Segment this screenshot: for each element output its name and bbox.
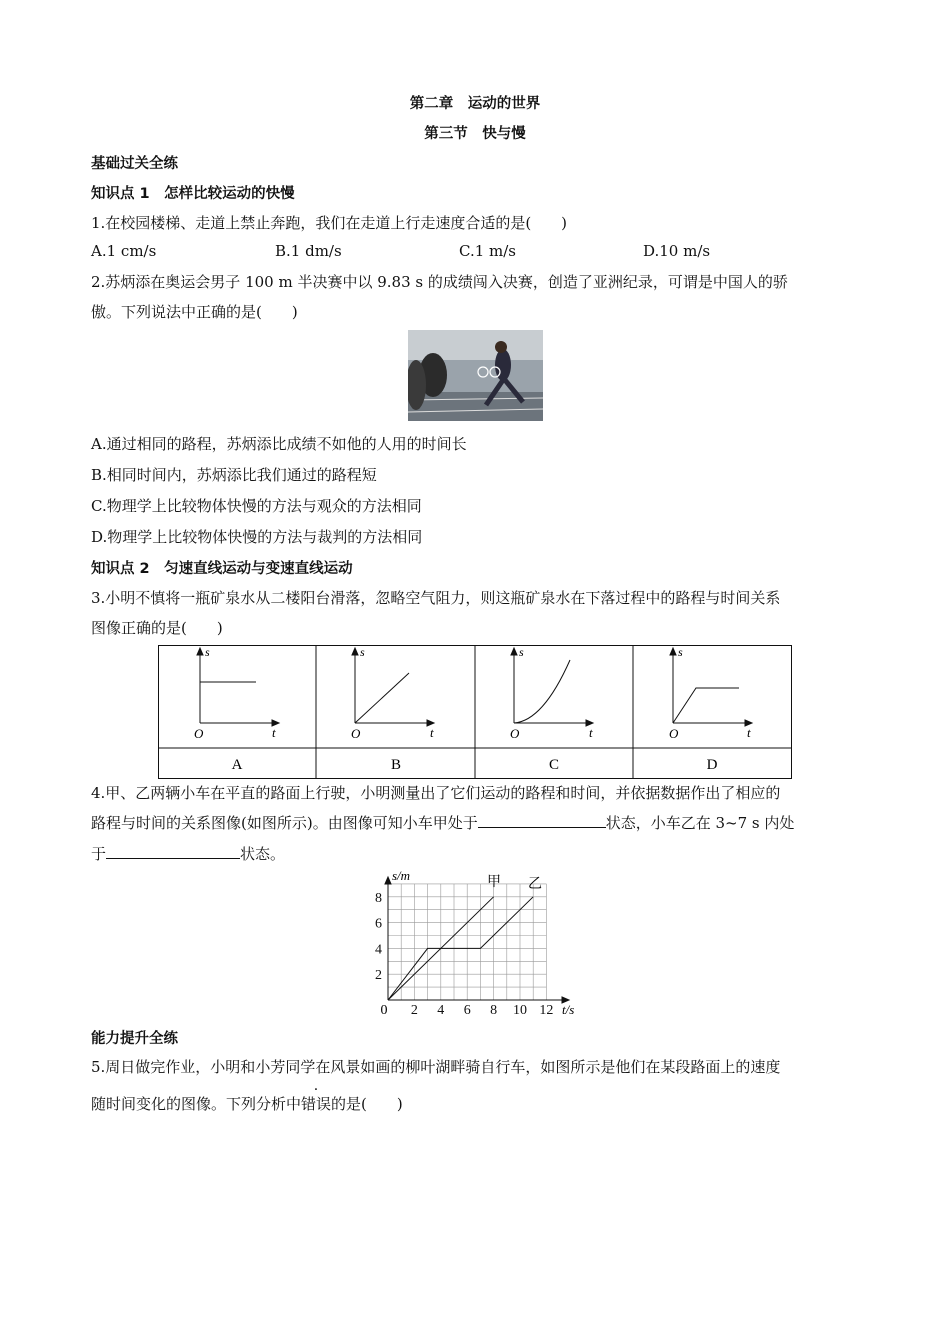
graph-a-t: t: [272, 725, 276, 740]
x-tick-label: 12: [539, 1003, 554, 1018]
y-tick-label: 2: [375, 968, 382, 984]
y-axis-label: s/m: [392, 868, 411, 883]
q2-stem-line1: 2.苏炳添在奥运会男子 100 m 半决赛中以 9.83 s 的成绩闯入决赛，创造了亚洲纪录，可谓是中国人的骄: [91, 273, 788, 291]
graph-b-s: s: [360, 645, 365, 659]
answer-blank-2[interactable]: [106, 844, 240, 859]
sprinters-photo: [408, 330, 543, 421]
option-label-a: A: [231, 757, 243, 773]
series-label-jia: 甲: [487, 875, 501, 890]
graph-a: [197, 648, 279, 726]
chart-grid: [388, 884, 546, 1000]
q2-option-c: C.物理学上比较物体快慢的方法与观众的方法相同: [91, 497, 422, 515]
graph-b-t: t: [430, 725, 434, 740]
q4-stem-line3b: 状态。: [240, 845, 286, 863]
graph-d-o: O: [669, 726, 679, 741]
q4-stem-line2a: 路程与时间的关系图像(如图所示)。由图像可知小车甲处于: [91, 814, 478, 832]
option-label-c: C: [548, 757, 560, 773]
q2-stem-line2: 傲。下列说法中正确的是( ): [91, 303, 298, 321]
x-tick-label: 2: [410, 1003, 418, 1018]
q5-stem-line2b: 的是( ): [331, 1095, 403, 1113]
graph-d-t: t: [747, 725, 751, 740]
q2-option-a: A.通过相同的路程，苏炳添比成绩不如他的人用的时间长: [91, 435, 467, 453]
x-tick-label: 4: [437, 1003, 445, 1018]
graph-c-o: O: [510, 726, 520, 741]
graph-b-o: O: [351, 726, 361, 741]
q4-stem-line2: [91, 812, 794, 833]
q1-option-d: D.10 m/s: [643, 242, 711, 260]
graph-c-s: s: [519, 645, 524, 659]
q1-option-c: C.1 m/s: [459, 242, 516, 260]
graph-c-t: t: [589, 725, 593, 740]
q3-stem-line1: 3.小明不慎将一瓶矿泉水从二楼阳台滑落，忽略空气阻力，则这瓶矿泉水在下落过程中的路程与时间关系: [91, 589, 781, 607]
q3-graph-table: [158, 645, 792, 779]
q4-stem-line1: 4.甲、乙两辆小车在平直的路面上行驶，小明测量出了它们运动的路程和时间，并依据数据作出了相应的: [91, 784, 781, 802]
q4-stem-line3a: 于: [91, 845, 107, 863]
section-title: 第三节 快与慢: [424, 126, 526, 142]
section-ability: 能力提升全练: [91, 1031, 178, 1047]
q2-option-d: D.物理学上比较物体快慢的方法与裁判的方法相同: [91, 528, 423, 546]
q2-option-b: B.相同时间内，苏炳添比我们通过的路程短: [91, 466, 377, 484]
q5-stem-line1: 5.周日做完作业，小明和小芳同学在风景如画的柳叶湖畔骑自行车，如图所示是他们在某段路面上的速度: [91, 1058, 781, 1076]
x-tick-label: 6: [463, 1003, 471, 1018]
emphasis-cuowu: 错误: [301, 1095, 332, 1113]
x-tick-label: 10: [513, 1003, 527, 1018]
q4-stem-line3: [91, 843, 285, 864]
graph-a-o: O: [194, 726, 204, 741]
q1-stem: 1.在校园楼梯、走道上禁止奔跑，我们在走道上行走速度合适的是( ): [91, 214, 568, 232]
section-basic: 基础过关全练: [91, 156, 178, 172]
graph-c: [511, 648, 593, 726]
x-axis-label: t/s: [562, 1002, 575, 1017]
q5-stem-line2: [91, 1093, 403, 1114]
knowledge-point-2: 知识点 2 匀速直线运动与变速直线运动: [91, 561, 353, 577]
q1-option-b: B.1 dm/s: [275, 242, 342, 260]
y-tick-label: 6: [375, 916, 382, 932]
q1-option-a: A.1 cm/s: [91, 242, 157, 260]
y-tick-label: 4: [375, 942, 382, 958]
q3-stem-line2: 图像正确的是( ): [91, 619, 223, 637]
q4-stem-line2b: 状态，小车乙在 3~7 s 内处: [605, 814, 795, 832]
series-label-yi: 乙: [528, 877, 542, 892]
y-tick-label: 8: [375, 890, 382, 906]
q4-st-chart: [360, 868, 600, 1018]
chapter-title: 第二章 运动的世界: [409, 96, 541, 112]
y-axis-arrow: [385, 877, 391, 884]
option-label-d: D: [706, 757, 718, 773]
graph-d: [670, 648, 752, 726]
answer-blank-1[interactable]: [478, 813, 606, 828]
knowledge-point-1: 知识点 1 怎样比较运动的快慢: [91, 186, 295, 202]
graph-b: [352, 648, 434, 726]
graph-d-s: s: [678, 645, 683, 659]
q5-stem-line2a: 随时间变化的图像。下列分析中: [91, 1095, 302, 1113]
origin-label: 0: [380, 1003, 388, 1018]
x-tick-label: 8: [490, 1003, 498, 1018]
option-label-b: B: [390, 757, 402, 773]
graph-a-s: s: [205, 645, 210, 659]
